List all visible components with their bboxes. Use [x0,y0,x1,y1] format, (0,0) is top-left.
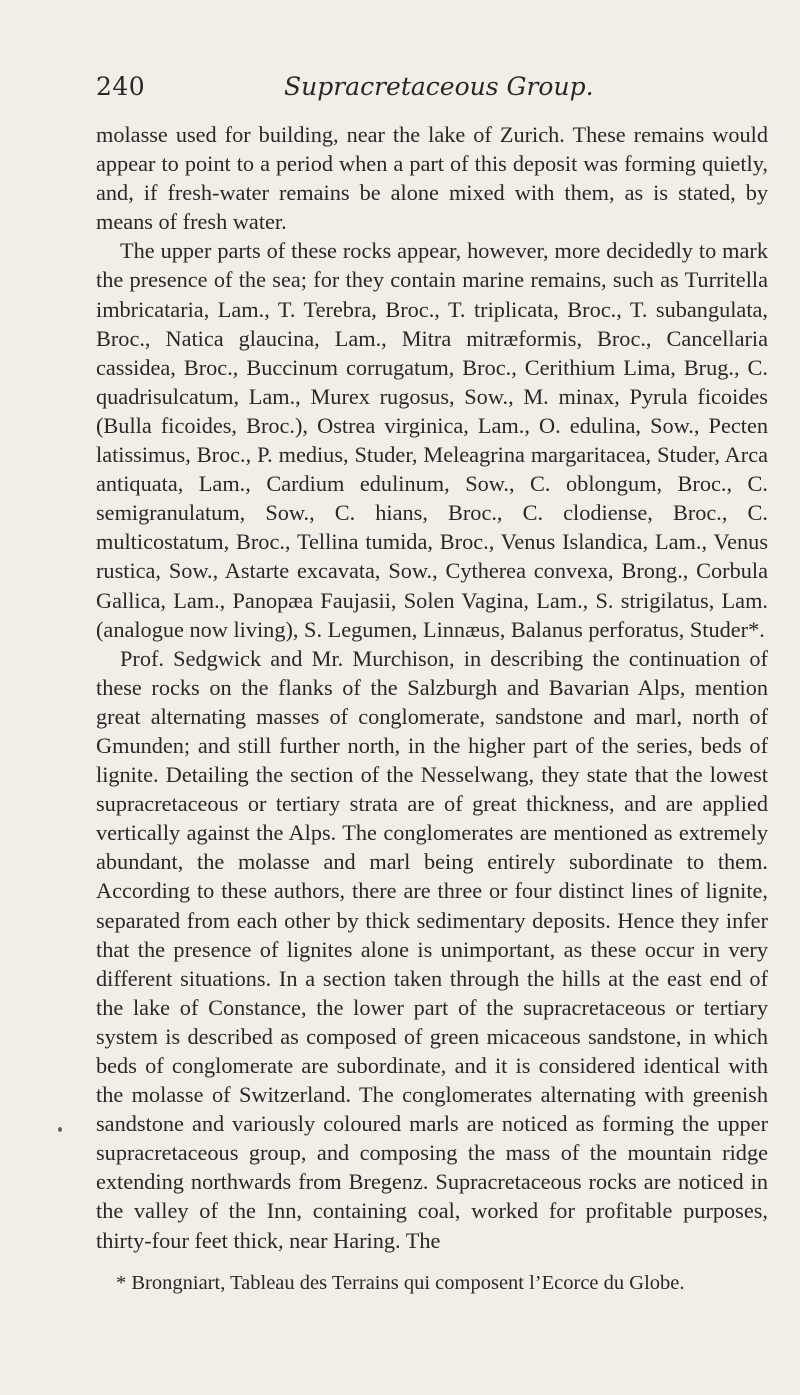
page-number: 240 [96,72,146,101]
body-text [96,120,768,1255]
page-header [96,72,756,112]
paragraph-3: Prof. Sedgwick and Mr. Murchison, in describing the continuation of these rocks on the flanks of the Salzburgh and Bavarian Alps, mention great alternating masses of conglomerate, sandstone and marl, north of Gmunden; and still further north, in the higher part of the series, beds of lignite. Detailing the section of the Nesselwang, they state that the lowest supracretaceous or tertiary strata are of great thickness, and are applied vertically against the Alps. The conglomerates are mentioned as extremely abundant, the molasse and marl being entirely subordinate to them. According to these authors, there are three or four distinct lines of lignite, separated from each other by thick sedimentary deposits. Hence they infer that the presence of lignites alone is unimportant, as these occur in very different situations. In a section taken through the hills at the east end of the lake of Constance, the lower part of the supracretaceous or tertiary system is described as composed of green micaceous sandstone, in which beds of conglomerate are subordinate, and it is considered identical with the molasse of Switzerland. The conglomerates alternating with greenish sandstone and variously coloured marls are noticed as forming the upper supracretaceous group, and composing the mass of the mountain ridge extending northwards from Bregenz. Supracretaceous rocks are noticed in the valley of the Inn, containing coal, worked for profitable purposes, thirty-four feet thick, near Haring. The [96,645,768,1253]
footnote: * Brongniart, Tableau des Terrains qui composent l’Ecorce du Globe. [116,1272,685,1294]
paragraph-1: molasse used for building, near the lake of Zurich. These remains would appear to point to a period when a part of this deposit was forming quietly, and, if fresh-water remains be alone mixed with them, as is stated, by means of fresh water. [96,122,768,235]
running-head: Supracretaceous Group. [284,72,594,101]
margin-dot-mark [58,1127,62,1132]
paragraph-2: The upper parts of these rocks appear, however, more decidedly to mark the presence of the sea; for they contain marine remains, such as Turritella imbricataria, Lam., T. Terebra, Broc., T. triplicata, Broc., T. subangulata, Broc., Natica glaucina, Lam., Mitra mitræformis, Broc., Cancellaria cassidea, Broc., Buccinum corrugatum, Broc., Cerithium Lima, Brug., C. quadrisulcatum, Lam., Murex rugosus, Sow., M. minax, Pyrula ficoides (Bulla ficoides, Broc.), Ostrea virginica, Lam., O. edulina, Sow., Pecten latissimus, Broc., P. medius, Studer, Meleagrina margaritacea, Studer, Arca antiquata, Lam., Cardium edulinum, Sow., C. oblongum, Broc., C. semigranulatum, Sow., C. hians, Broc., C. clodiense, Broc., C. multicostatum, Broc., Tellina tumida, Broc., Venus Islandica, Lam., Venus rustica, Sow., Astarte excavata, Sow., Cytherea convexa, Brong., Corbula Gallica, Lam., Panopæa Faujasii, Solen Vagina, Lam., S. strigilatus, Lam. (analogue now living), S. Legumen, Linnæus, Balanus perforatus, Studer*. [96,238,768,642]
